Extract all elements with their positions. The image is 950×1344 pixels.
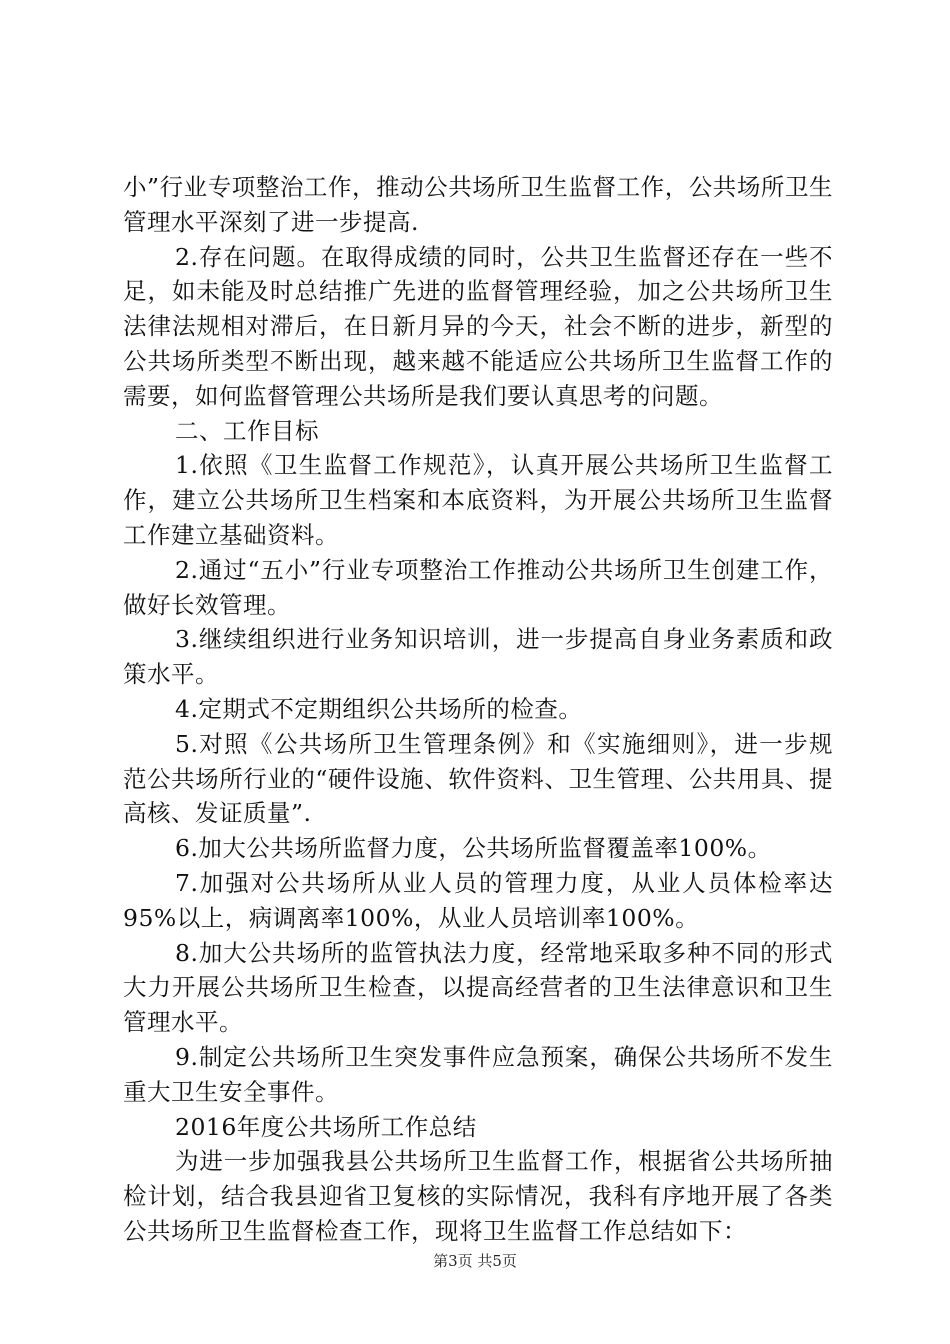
goal-item-2: 2.通过“五小”行业专项整治工作推动公共场所卫生创建工作，做好长效管理。 (123, 555, 833, 619)
page-number-footer: 第3页 共5页 (433, 1252, 517, 1270)
goal-item-5: 5.对照《公共场所卫生管理条例》和《实施细则》，进一步规范公共场所行业的“硬件设施、软件资料、卫生管理、公共用具、提高核、发证质量”. (123, 729, 833, 828)
section-title-annual-summary: 2016年度公共场所工作总结 (175, 1112, 477, 1141)
paragraph-existing-problems: 2.存在问题。在取得成绩的同时，公共卫生监督还存在一些不足，如未能及时总结推广先进的监督管理经验，加之公共场所卫生法律法规相对滞后，在日新月异的今天，社会不断的进步，新型的公共场所类型不断出现，越来越不能适应公共场所卫生监督工作的需要，如何监督管理公共场所是我们要认真思考的问题。 (123, 242, 833, 410)
goal-item-6: 6.加大公共场所监督力度，公共场所监督覆盖率100%。 (175, 834, 772, 863)
paragraph-summary-intro: 为进一步加强我县公共场所卫生监督工作，根据省公共场所抽检计划，结合我县迎省卫复核的实际情况，我科有序地开展了各类公共场所卫生监督检查工作，现将卫生监督工作总结如下： (123, 1147, 833, 1245)
goal-item-7: 7.加强对公共场所从业人员的管理力度，从业人员体检率达95%以上，病调离率100%，从业人员培训率100%。 (123, 868, 833, 932)
goal-item-3: 3.继续组织进行业务知识培训，进一步提高自身业务素质和政策水平。 (123, 625, 833, 689)
goal-item-8: 8.加大公共场所的监管执法力度，经常地采取多种不同的形式大力开展公共场所卫生检查，以提高经营者的卫生法律意识和卫生管理水平。 (123, 938, 833, 1037)
document-body (123, 170, 833, 1249)
goal-item-1: 1.依照《卫生监督工作规范》，认真开展公共场所卫生监督工作，建立公共场所卫生档案和本底资料，为开展公共场所卫生监督工作建立基础资料。 (123, 451, 833, 549)
section-heading-work-goals: 二、工作目标 (175, 416, 319, 445)
paragraph-continuation: 小”行业专项整治工作，推动公共场所卫生监督工作，公共场所卫生管理水平深刻了进一步提高. (123, 173, 833, 236)
goal-item-9: 9.制定公共场所卫生突发事件应急预案，确保公共场所不发生重大卫生安全事件。 (123, 1042, 833, 1106)
goal-item-4: 4.定期式不定期组织公共场所的检查。 (175, 694, 583, 723)
